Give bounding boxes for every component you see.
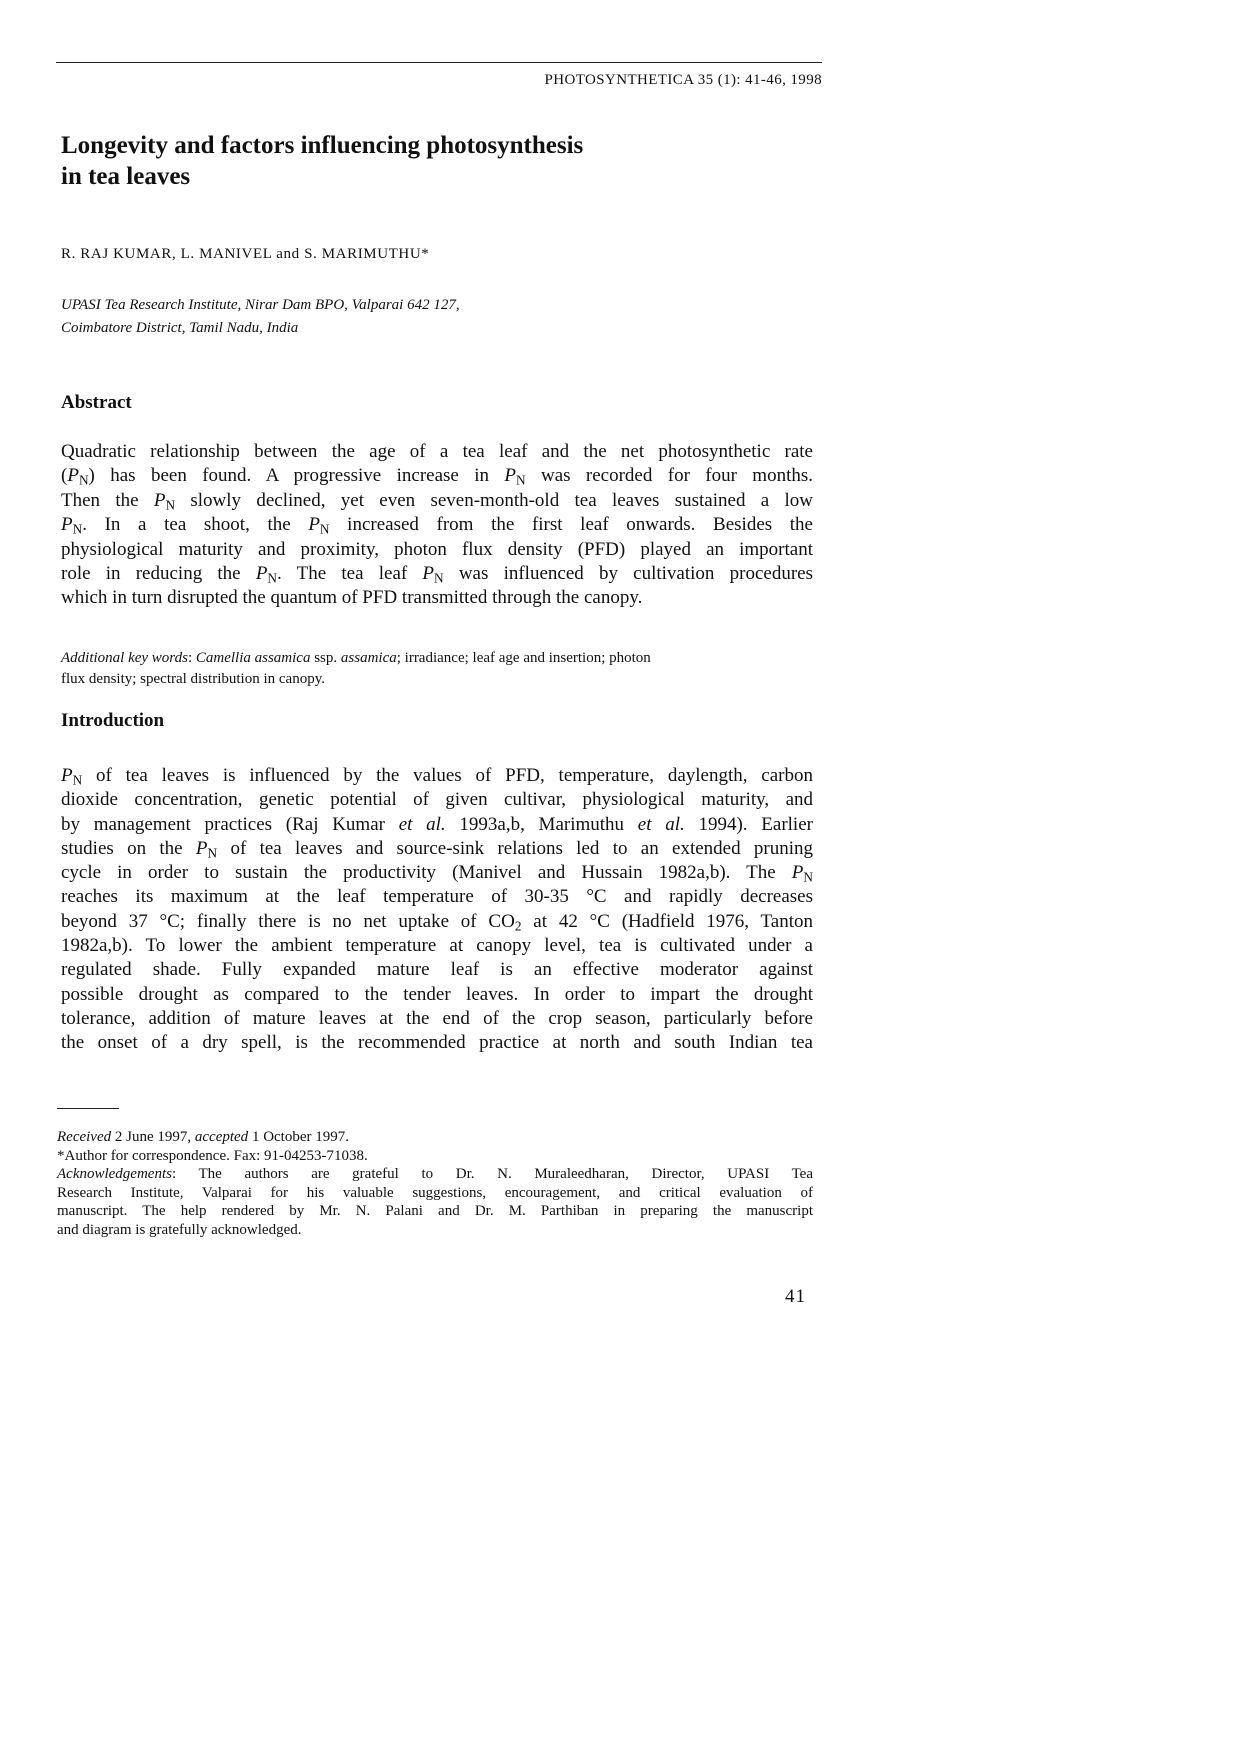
intro-line-5: cycle in order to sustain the productivity (Manivel and Hussain 1982a,b). The $P_N$	[61, 862, 813, 885]
key-words-line-2: flux density; spectral distribution in canopy.	[61, 671, 325, 687]
correspondence-note: *Author for correspondence. Fax: 91-04253-71038.	[57, 1147, 368, 1164]
abstract-line-3: Then the $P_N$ slowly declined, yet even seven-month-old tea leaves sustained a low	[61, 489, 813, 513]
intro-line-6: reaches its maximum at the leaf temperature of 30-35 °C and rapidly decreases	[61, 886, 813, 908]
header-rule	[56, 62, 822, 63]
title-line-1: Longevity and factors influencing photosynthesis	[61, 132, 584, 159]
title-line-2: in tea leaves	[61, 163, 191, 190]
key-words-label: Additional key words	[61, 650, 188, 666]
introduction-heading: Introduction	[61, 710, 165, 731]
abstract-heading: Abstract	[61, 392, 132, 413]
footnotes	[57, 1128, 813, 1239]
abstract-body	[61, 440, 813, 611]
abstract-line-2: $(P_N)$ has been found. A progressive increase in $P_N$ was recorded for four months.	[61, 465, 814, 488]
abstract-line-7: which in turn disrupted the quantum of PFD transmitted through the canopy.	[61, 587, 643, 609]
acknowledgements-line-1: Acknowledgements: The authors are grateful to Dr. N. Muraleedharan, Director, UPASI Tea	[57, 1166, 813, 1182]
acknowledgements-line-3: manuscript. The help rendered by Mr. N. Palani and Dr. M. Parthiban in preparing the manuscript	[57, 1203, 813, 1219]
intro-line-7: beyond 37 °C; finally there is no net uptake of $CO_2$ at 42 °C (Hadfield 1976, Tanton	[61, 910, 813, 934]
intro-line-12: the onset of a dry spell, is the recommended practice at north and south Indian tea	[61, 1032, 813, 1054]
intro-line-4: studies on the $P_N$ of tea leaves and source-sink relations led to an extended pruning	[61, 837, 814, 861]
intro-line-10: possible drought as compared to the tender leaves. In order to impart the drought	[61, 983, 813, 1005]
page-number: 41	[785, 1286, 806, 1307]
intro-line-11: tolerance, addition of mature leaves at the end of the crop season, particularly before	[61, 1007, 813, 1029]
author-list: R. RAJ KUMAR, L. MANIVEL and S. MARIMUTHU*	[61, 246, 430, 262]
intro-line-2: dioxide concentration, genetic potential of given cultivar, physiological maturity, and	[61, 789, 813, 811]
footnote-rule	[57, 1108, 119, 1109]
intro-line-3: by management practices (Raj Kumar et al. 1993a,b, Marimuthu et al. 1994). Earlier	[61, 813, 813, 835]
abstract-line-5: physiological maturity and proximity, photon flux density (PFD) played an important	[61, 538, 813, 560]
intro-line-1: $P_N$ of tea leaves is influenced by the values of PFD, temperature, daylength, carbon	[61, 765, 813, 788]
intro-line-9: regulated shade. Fully expanded mature leaf is an effective moderator against	[61, 959, 813, 981]
acknowledgements-line-2: Research Institute, Valparai for his valuable suggestions, encouragement, and critical evaluation of	[57, 1184, 813, 1201]
intro-line-8: 1982a,b). To lower the ambient temperature at canopy level, tea is cultivated under a	[61, 935, 813, 957]
abstract-line-4: $P_N$. In a tea shoot, the $P_N$ increased from the first leaf onwards. Besides the	[61, 514, 813, 537]
received-note: Received 2 June 1997, accepted 1 October 1997.	[57, 1129, 349, 1145]
key-words	[61, 648, 813, 690]
introduction-body	[61, 764, 813, 1056]
article-title	[61, 130, 821, 192]
acknowledgements-line-4: and diagram is gratefully acknowledged.	[57, 1221, 302, 1238]
abstract-line-6: role in reducing the $P_N$. The tea leaf $P_N$ was influenced by cultivation procedures	[61, 563, 813, 586]
affiliation-line-2: Coimbatore District, Tamil Nadu, India	[61, 320, 299, 336]
abstract-line-1: Quadratic relationship between the age of a tea leaf and the net photosynthetic rate	[61, 441, 813, 462]
affiliation	[61, 294, 460, 340]
affiliation-line-1: UPASI Tea Research Institute, Nirar Dam BPO, Valparai 642 127,	[61, 297, 460, 313]
journal-reference: PHOTOSYNTHETICA 35 (1): 41-46, 1998	[544, 72, 822, 88]
key-words-line-1: Additional key words: Camellia assamica ssp. assamica; irradiance; leaf age and insertion; photon	[61, 650, 651, 666]
